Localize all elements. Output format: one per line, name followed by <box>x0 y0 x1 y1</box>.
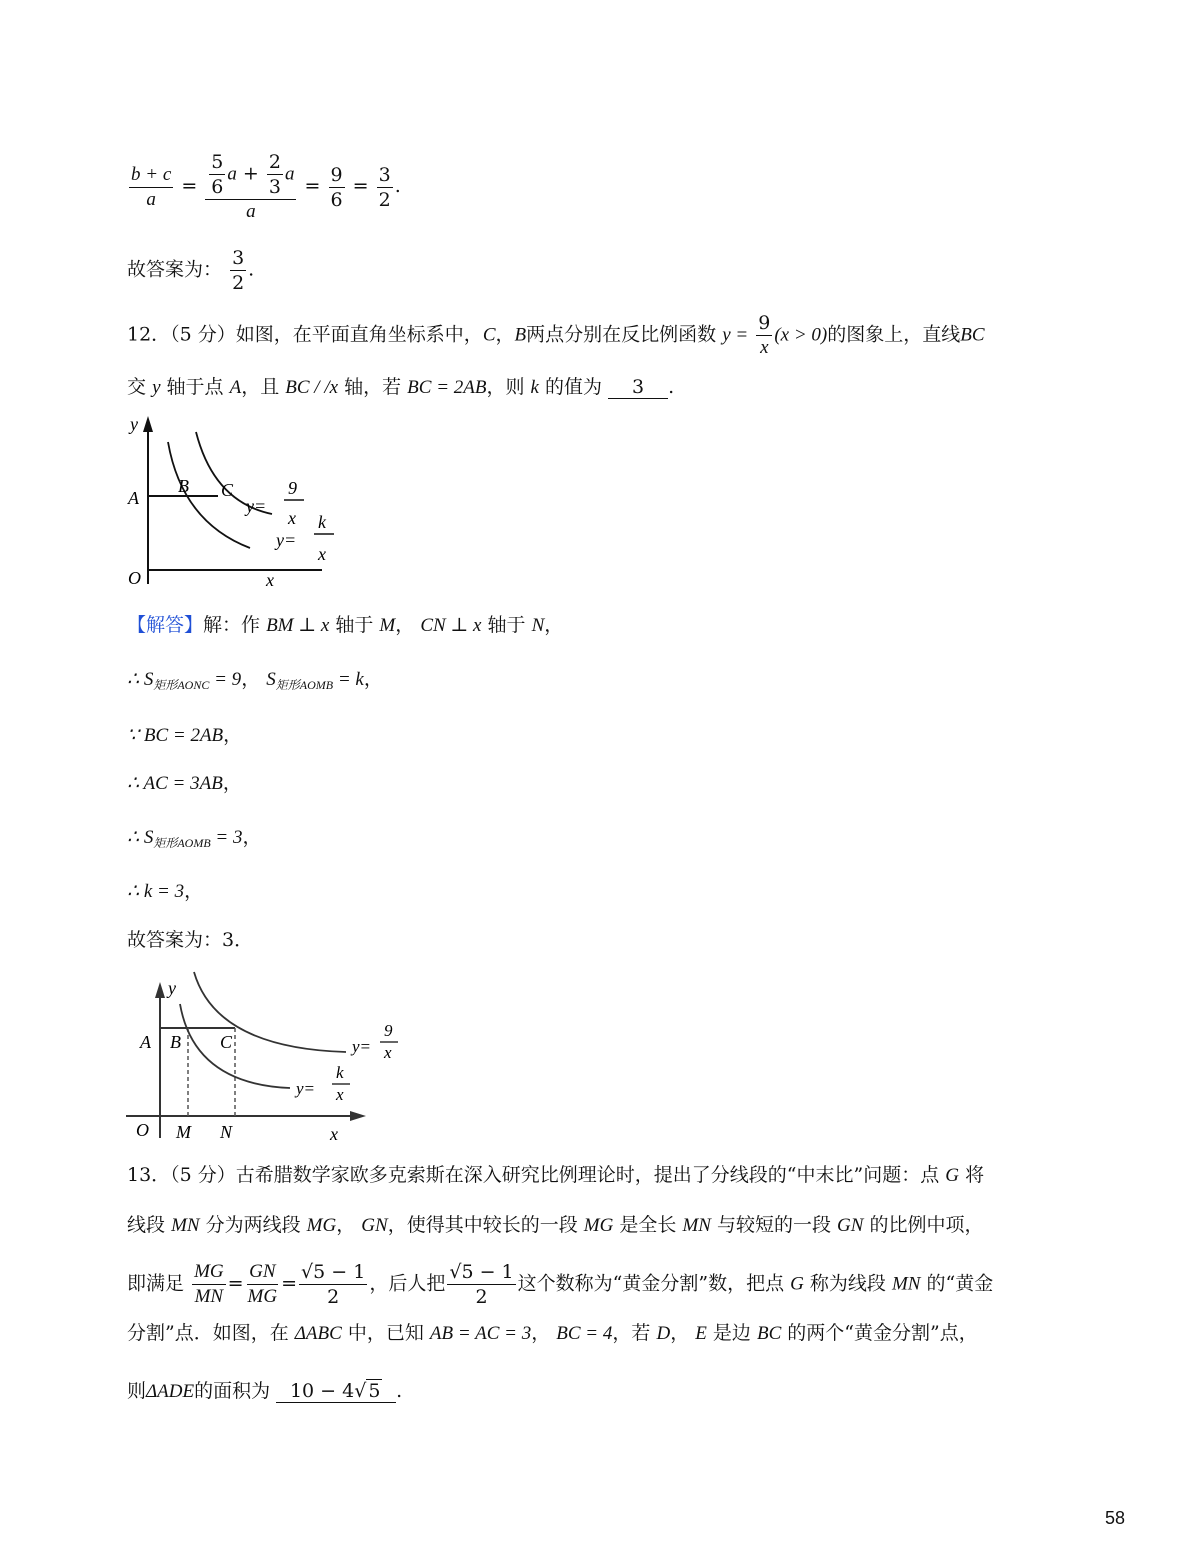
question-12-line2: 交 y 轴于点 A，且 BC / /x 轴，若 BC = 2AB，则 k 的值为 3 . <box>127 376 675 398</box>
fig2-func1-num: 9 <box>384 1021 393 1040</box>
fig1-func1-den: x <box>288 508 296 528</box>
answer-11: 故答案为： $\frac{3}{2}$ . <box>127 247 255 294</box>
figure-1-graph <box>122 412 352 592</box>
fig1-func1-y: y= <box>246 496 267 516</box>
fig1-label-y: y <box>130 414 138 434</box>
solution-tag: 【解答】 <box>127 614 204 636</box>
question-13-line4: 分割”点．如图，在 ΔABC 中，已知 AB = AC = 3， BC = 4，若 D， E 是边 BC 的两个“黄金分割”点， <box>127 1322 978 1344</box>
fig2-label-a: A <box>140 1032 151 1052</box>
solution-line3: ∵ BC = 2AB， <box>127 724 243 746</box>
fig1-func1-num: 9 <box>288 478 297 498</box>
solution-line2: ∴ $S_{矩形AONC} = 9$， $S_{矩形AOMB} = k$， <box>127 668 383 692</box>
fig2-label-b: B <box>170 1032 181 1052</box>
solution-line7: 故答案为：3． <box>127 929 254 951</box>
question-13-line5: 则ΔADE的面积为 10 − 4√ 5 . <box>127 1380 403 1402</box>
fig1-label-o: O <box>128 568 141 588</box>
question-13-line1: 13．（5 分）古希腊数学家欧多克索斯在深入研究比例理论时，提出了分线段的“中末比”问题：点 G 将 <box>127 1164 985 1186</box>
solution-line6: ∴ k = 3， <box>127 880 204 902</box>
fig2-label-n: N <box>220 1122 233 1142</box>
fraction-three-two: $\frac{3}{2}$ <box>378 163 391 211</box>
fig2-label-m: M <box>176 1122 191 1142</box>
fig1-func2-y: y= <box>276 530 297 550</box>
fraction-lhs: $\frac{b + c}{a}$ <box>131 163 172 210</box>
solution-line5: ∴ $S_{矩形AOMB} = 3$， <box>127 826 262 850</box>
fig1-func2-num: k <box>318 512 326 532</box>
question-13-line2: 线段 MN 分为两线段 MG， GN，使得其中较长的一段 MG 是全长 MN 与较短的一段 GN 的比例中项， <box>127 1214 984 1236</box>
fig2-func2-y: y= <box>296 1079 316 1098</box>
fig1-label-c: C <box>221 480 234 500</box>
question-13-line3: 即满足 $\frac{MG}{MN}$ = $\frac{GN}{MG}$ = $\frac{√5 - 1}{2}$ ，后人把 $\frac{√5 - 1}{2}$ 这个数称为“黄金分割”数，把点 G 称为线段 MN 的“黄金 <box>127 1261 994 1308</box>
fig2-func1-den: x <box>384 1043 392 1062</box>
page-number: 58 <box>1105 1508 1126 1528</box>
answer-blank-13: 10 − 4√ 5 <box>276 1380 396 1403</box>
fig2-label-c: C <box>220 1032 233 1052</box>
fig2-func1-y: y= <box>352 1037 372 1056</box>
fig2-func2-den: x <box>336 1085 344 1104</box>
fig2-label-x: x <box>330 1124 338 1144</box>
fraction-nine-six: $\frac{9}{6}$ <box>330 163 343 211</box>
solution-line1: 【解答】解：作 BM ⊥ x 轴于 M， CN ⊥ x 轴于 N， <box>127 614 564 636</box>
fraction-compound: $\frac{5}{6}$ a + $\frac{2}{3}$ a a <box>205 150 296 224</box>
question-12-line1: 12．（5 分）如图，在平面直角坐标系中，C，B两点分别在反比例函数 y = $\frac{9}{x}$ (x > 0)的图象上，直线BC <box>127 312 985 358</box>
solution-line4: ∴ AC = 3AB， <box>127 772 242 794</box>
fig2-func2-num: k <box>336 1063 344 1082</box>
fig2-label-o: O <box>136 1120 149 1140</box>
fig1-func2-den: x <box>318 544 326 564</box>
fig1-label-a: A <box>128 488 139 508</box>
top-equation: $\frac{b + c}{a}$ = $\frac{5}{6}$ a + $\frac{2}{3}$ a a = $\frac{9}{6}$ = $\frac{3}{2}$ . <box>131 151 401 222</box>
answer-blank-12: 3 <box>608 376 668 399</box>
fig1-label-x: x <box>266 570 274 590</box>
figure-2-graph <box>120 966 410 1146</box>
fig2-label-y: y <box>168 978 176 998</box>
fig1-label-b: B <box>178 476 189 496</box>
